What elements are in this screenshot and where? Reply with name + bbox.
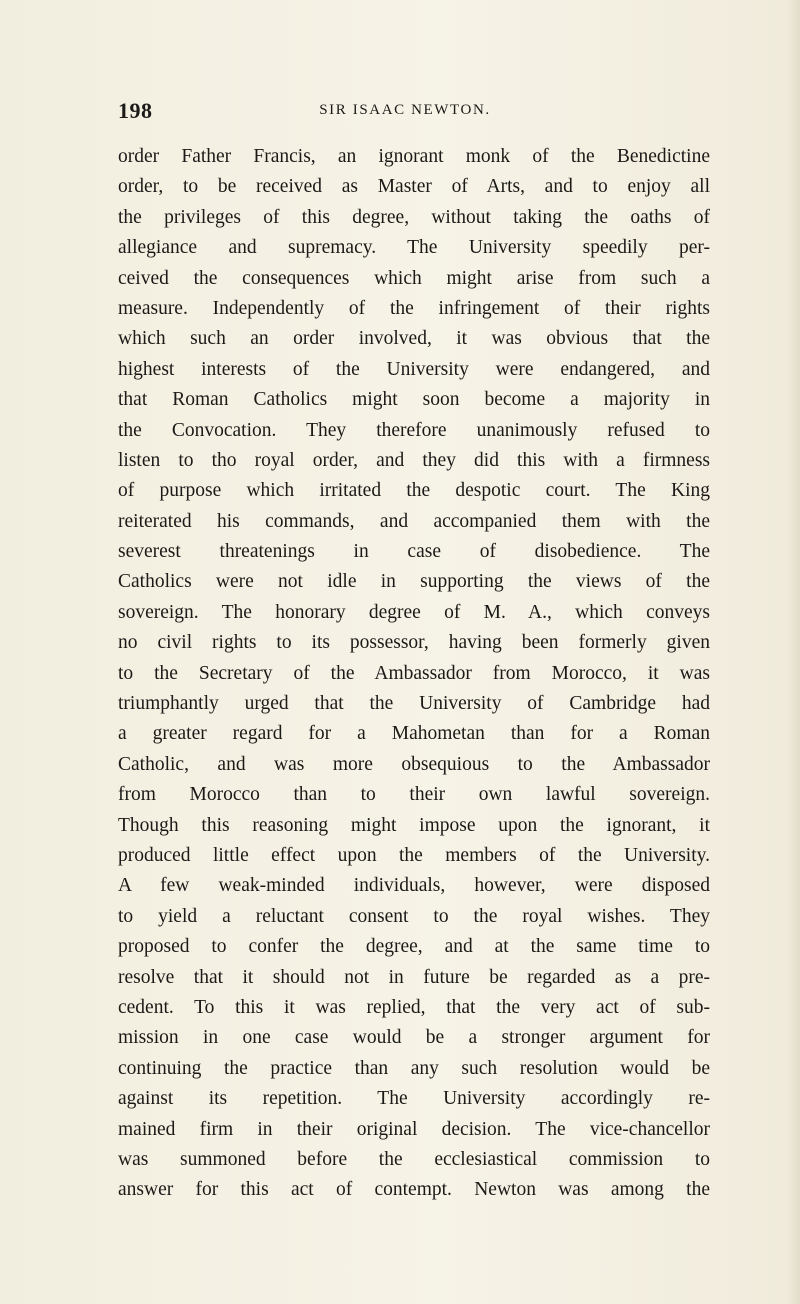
text-line: A few weak-minded individuals, however, were disposed — [118, 875, 710, 897]
text-line: Catholics were not idle in supporting the views of the — [118, 571, 710, 593]
text-line: cedent. To this it was replied, that the very act of sub- — [118, 996, 710, 1018]
text-line: mission in one case would be a stronger argument for — [118, 1027, 710, 1049]
text-line: against its repetition. The University accordingly re- — [118, 1088, 710, 1110]
text-line: answer for this act of contempt. Newton was among the — [118, 1179, 710, 1201]
text-line: a greater regard for a Mahometan than for a Roman — [118, 723, 710, 745]
text-line: the privileges of this degree, without taking the oaths of — [118, 206, 710, 228]
text-line: produced little effect upon the members of the University. — [118, 844, 710, 866]
text-line: listen to tho royal order, and they did this with a firmness — [118, 449, 710, 471]
text-line: the Convocation. They therefore unanimously refused to — [118, 419, 710, 441]
text-line: was summoned before the ecclesiastical commission to — [118, 1148, 710, 1170]
text-line: order, to be received as Master of Arts, and to enjoy all — [118, 176, 710, 198]
text-line: proposed to confer the degree, and at the same time to — [118, 936, 710, 958]
text-line: of purpose which irritated the despotic court. The King — [118, 480, 710, 502]
page-edge-shadow — [786, 0, 800, 1304]
text-line: no civil rights to its possessor, having been formerly given — [118, 632, 710, 654]
text-line: Catholic, and was more obsequious to the Ambassador — [118, 753, 710, 775]
text-line: resolve that it should not in future be regarded as a pre- — [118, 966, 710, 988]
text-line: ceived the consequences which might arise from such a — [118, 267, 710, 289]
text-line: which such an order involved, it was obvious that the — [118, 328, 710, 350]
text-line: highest interests of the University were endangered, and — [118, 358, 710, 380]
text-line: order Father Francis, an ignorant monk of the Benedictine — [118, 146, 710, 167]
text-line: to the Secretary of the Ambassador from Morocco, it was — [118, 662, 710, 684]
text-line: to yield a reluctant consent to the royal wishes. They — [118, 905, 710, 927]
text-line: triumphantly urged that the University of Cambridge had — [118, 693, 710, 715]
running-head: SIR ISAAC NEWTON. — [319, 102, 491, 118]
text-line: mained firm in their original decision. The vice-chancellor — [118, 1118, 710, 1140]
page-number: 198 — [118, 98, 153, 123]
text-line: Though this reasoning might impose upon the ignorant, it — [118, 814, 710, 836]
body-text — [118, 142, 710, 1206]
text-line: sovereign. The honorary degree of M. A., which conveys — [118, 601, 710, 623]
text-line: allegiance and supremacy. The University speedily per- — [118, 237, 710, 259]
text-line: severest threatenings in case of disobedience. The — [118, 541, 710, 563]
text-line: from Morocco than to their own lawful sovereign. — [118, 784, 710, 806]
text-line: reiterated his commands, and accompanied them with the — [118, 510, 710, 532]
text-line: continuing the practice than any such resolution would be — [118, 1057, 710, 1079]
text-line: that Roman Catholics might soon become a majority in — [118, 389, 710, 411]
text-line: measure. Independently of the infringement of their rights — [118, 297, 710, 319]
